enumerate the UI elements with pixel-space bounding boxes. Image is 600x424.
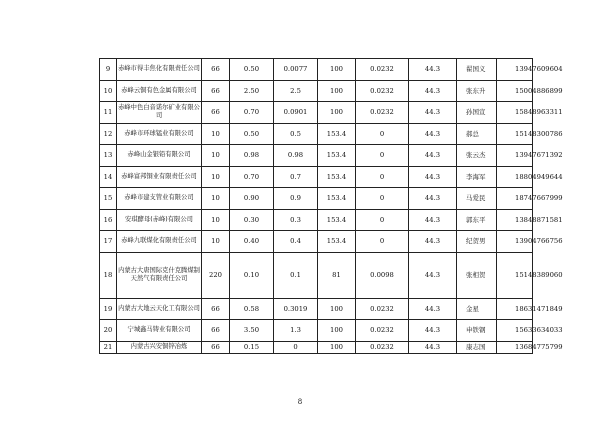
value-f-cell: 44.3 [409, 145, 457, 167]
value-e-cell: 0.0098 [356, 252, 409, 298]
value-a-cell: 220 [202, 252, 230, 298]
phone-number-cell: 13904766756 [497, 231, 533, 253]
value-f-cell: 44.3 [409, 231, 457, 253]
value-c-cell: 0.7 [274, 166, 318, 188]
row-number-cell: 13 [100, 145, 117, 167]
value-e-cell: 0 [356, 231, 409, 253]
row-number-cell: 17 [100, 231, 117, 253]
value-d-cell: 153.4 [318, 188, 356, 210]
value-f-cell: 44.3 [409, 341, 457, 353]
contact-name-cell: 马爱民 [457, 188, 497, 210]
row-number-cell: 15 [100, 188, 117, 210]
table-row [100, 145, 533, 167]
company-name-cell: 赤峰山金银铅有限公司 [117, 145, 202, 167]
contact-name-cell: 张相贺 [457, 252, 497, 298]
enterprise-table [99, 58, 563, 354]
contact-name-cell: 申铁钢 [457, 320, 497, 342]
company-name-cell: 安琪酵母(赤峰)有限公司 [117, 209, 202, 231]
value-d-cell: 100 [318, 80, 356, 102]
value-d-cell: 153.4 [318, 166, 356, 188]
phone-number-cell: 15148300786 [497, 123, 533, 145]
value-b-cell: 0.10 [230, 252, 274, 298]
value-b-cell: 0.15 [230, 341, 274, 353]
value-e-cell: 0 [356, 145, 409, 167]
table-row [100, 123, 533, 145]
contact-name-cell: 李海军 [457, 166, 497, 188]
value-d-cell: 100 [318, 320, 356, 342]
phone-number-cell: 18631471849 [497, 298, 533, 320]
value-f-cell: 44.3 [409, 252, 457, 298]
contact-name-cell: 翟国义 [457, 59, 497, 81]
value-b-cell: 0.50 [230, 123, 274, 145]
phone-number-cell: 13684775799 [497, 341, 533, 353]
value-d-cell: 153.4 [318, 231, 356, 253]
value-f-cell: 44.3 [409, 59, 457, 81]
value-f-cell: 44.3 [409, 123, 457, 145]
company-name-cell: 宁城鑫马铸业有限公司 [117, 320, 202, 342]
value-a-cell: 66 [202, 59, 230, 81]
value-f-cell: 44.3 [409, 209, 457, 231]
value-e-cell: 0.0232 [356, 102, 409, 124]
value-e-cell: 0.0232 [356, 80, 409, 102]
value-e-cell: 0 [356, 166, 409, 188]
table-row [100, 320, 533, 342]
contact-name-cell: 孙国宣 [457, 102, 497, 124]
table-row [100, 298, 533, 320]
value-f-cell: 44.3 [409, 188, 457, 210]
page-number: 8 [297, 398, 303, 406]
row-number-cell: 10 [100, 80, 117, 102]
phone-number-cell: 13947609604 [497, 59, 533, 81]
value-a-cell: 10 [202, 166, 230, 188]
table-row [100, 209, 533, 231]
phone-number-cell: 15848963311 [497, 102, 533, 124]
row-number-cell: 12 [100, 123, 117, 145]
value-f-cell: 44.3 [409, 320, 457, 342]
phone-number-cell: 15148389060 [497, 252, 533, 298]
contact-name-cell: 张东升 [457, 80, 497, 102]
value-e-cell: 0.0232 [356, 341, 409, 353]
table-body [100, 59, 563, 354]
value-c-cell: 0.98 [274, 145, 318, 167]
value-c-cell: 1.3 [274, 320, 318, 342]
company-name-cell: 赤峰市环球锰业有限公司 [117, 123, 202, 145]
value-b-cell: 0.90 [230, 188, 274, 210]
value-d-cell: 153.4 [318, 209, 356, 231]
value-d-cell: 100 [318, 341, 356, 353]
value-b-cell: 0.58 [230, 298, 274, 320]
phone-number-cell: 13947671392 [497, 145, 533, 167]
value-d-cell: 81 [318, 252, 356, 298]
value-c-cell: 0.4 [274, 231, 318, 253]
row-number-cell: 20 [100, 320, 117, 342]
value-b-cell: 0.50 [230, 59, 274, 81]
value-b-cell: 2.50 [230, 80, 274, 102]
value-a-cell: 10 [202, 209, 230, 231]
table-row [100, 252, 533, 298]
table-row [100, 341, 533, 353]
value-c-cell: 0 [274, 341, 318, 353]
value-a-cell: 10 [202, 123, 230, 145]
company-name-cell: 赤峰九联煤化有限责任公司 [117, 231, 202, 253]
company-name-cell: 赤峰云铜有色金属有限公司 [117, 80, 202, 102]
contact-name-cell: 郭东平 [457, 209, 497, 231]
contact-name-cell: 纪贺男 [457, 231, 497, 253]
contact-name-cell: 康志国 [457, 341, 497, 353]
row-number-cell: 16 [100, 209, 117, 231]
table-row [100, 231, 533, 253]
phone-number-cell: 18804949644 [497, 166, 533, 188]
company-name-cell: 赤峰富邦铜业有限责任公司 [117, 166, 202, 188]
row-number-cell: 19 [100, 298, 117, 320]
phone-number-cell: 15004886899 [497, 80, 533, 102]
value-c-cell: 0.9 [274, 188, 318, 210]
value-c-cell: 0.0901 [274, 102, 318, 124]
value-d-cell: 100 [318, 298, 356, 320]
value-a-cell: 10 [202, 231, 230, 253]
value-c-cell: 0.3019 [274, 298, 318, 320]
value-e-cell: 0 [356, 188, 409, 210]
value-f-cell: 44.3 [409, 102, 457, 124]
value-d-cell: 153.4 [318, 123, 356, 145]
contact-name-cell: 张云杰 [457, 145, 497, 167]
company-name-cell: 内蒙古大地云天化工有限公司 [117, 298, 202, 320]
company-name-cell: 赤峰市建支管业有限公司 [117, 188, 202, 210]
value-a-cell: 66 [202, 102, 230, 124]
value-c-cell: 0.3 [274, 209, 318, 231]
value-d-cell: 100 [318, 59, 356, 81]
phone-number-cell: 18747667999 [497, 188, 533, 210]
company-name-cell: 赤峰市得丰焦化有限责任公司 [117, 59, 202, 81]
table-row [100, 102, 533, 124]
value-f-cell: 44.3 [409, 298, 457, 320]
contact-name-cell: 郝总 [457, 123, 497, 145]
value-d-cell: 100 [318, 102, 356, 124]
row-number-cell: 14 [100, 166, 117, 188]
company-name-cell: 内蒙古大唐国际克什克腾煤制天然气有限责任公司 [117, 252, 202, 298]
value-a-cell: 10 [202, 188, 230, 210]
value-e-cell: 0 [356, 209, 409, 231]
value-e-cell: 0.0232 [356, 298, 409, 320]
table-row [100, 188, 533, 210]
value-c-cell: 0.0077 [274, 59, 318, 81]
contact-name-cell: 金星 [457, 298, 497, 320]
value-a-cell: 10 [202, 145, 230, 167]
table-row [100, 80, 533, 102]
value-b-cell: 0.30 [230, 209, 274, 231]
value-f-cell: 44.3 [409, 166, 457, 188]
row-number-cell: 21 [100, 341, 117, 353]
table-row [100, 166, 533, 188]
value-e-cell: 0.0232 [356, 59, 409, 81]
phone-number-cell: 15633634033 [497, 320, 533, 342]
value-c-cell: 2.5 [274, 80, 318, 102]
company-name-cell: 赤峰中色白音诺尔矿业有限公司 [117, 102, 202, 124]
phone-number-cell: 13848871581 [497, 209, 533, 231]
value-e-cell: 0 [356, 123, 409, 145]
table-row [100, 59, 533, 81]
value-b-cell: 0.98 [230, 145, 274, 167]
value-a-cell: 66 [202, 341, 230, 353]
value-e-cell: 0.0232 [356, 320, 409, 342]
value-c-cell: 0.5 [274, 123, 318, 145]
value-c-cell: 0.1 [274, 252, 318, 298]
row-number-cell: 9 [100, 59, 117, 81]
value-a-cell: 66 [202, 80, 230, 102]
value-f-cell: 44.3 [409, 80, 457, 102]
row-number-cell: 11 [100, 102, 117, 124]
value-b-cell: 0.40 [230, 231, 274, 253]
value-b-cell: 0.70 [230, 166, 274, 188]
value-b-cell: 3.50 [230, 320, 274, 342]
row-number-cell: 18 [100, 252, 117, 298]
company-name-cell: 内蒙古兴安铜锌冶炼 [117, 341, 202, 353]
value-d-cell: 153.4 [318, 145, 356, 167]
value-a-cell: 66 [202, 320, 230, 342]
value-a-cell: 66 [202, 298, 230, 320]
value-b-cell: 0.70 [230, 102, 274, 124]
